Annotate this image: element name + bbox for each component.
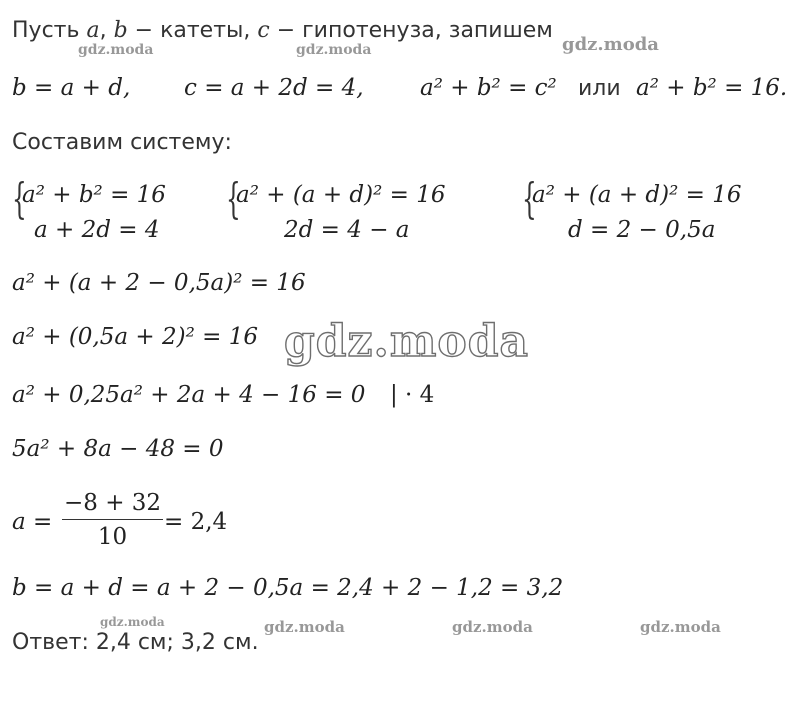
brace-icon: { (226, 174, 241, 223)
system-2-row1: a² + (a + d)² = 16 (236, 182, 446, 208)
watermark-logo: gdz.moda (78, 42, 154, 58)
equation-5-fraction (62, 490, 163, 550)
watermark-logo-large: gdz.moda (284, 316, 530, 367)
equation-6: b = a + d = a + 2 − 0,5a = 2,4 + 2 − 1,2 = 3,2 (12, 575, 564, 601)
system-1-row2: a + 2d = 4 (34, 217, 160, 243)
watermark-logo: gdz.moda (296, 42, 372, 58)
rel-c: c = a + 2d = 4, (184, 75, 364, 101)
comma: , (99, 18, 114, 43)
fraction-denominator: 10 (97, 524, 128, 550)
intro-hyp: − гипотенуза, запишем (269, 18, 553, 43)
system-3-row1: a² + (a + d)² = 16 (532, 182, 742, 208)
intro-line (12, 20, 553, 42)
watermark-logo: gdz.moda (562, 34, 659, 55)
rel-sum16: a² + b² = 16. (636, 75, 788, 101)
brace-icon: { (522, 174, 537, 223)
equation-5-rhs: = 2,4 (164, 509, 228, 535)
equation-1: a² + (a + 2 − 0,5a)² = 16 (12, 270, 306, 296)
answer-line: Ответ: 2,4 см; 3,2 см. (12, 630, 259, 655)
rel-pythagoras: a² + b² = c² (420, 75, 557, 101)
watermark-logo: gdz.moda (264, 618, 345, 636)
var-a: a (86, 18, 100, 43)
system-2-row2: 2d = 4 − a (284, 217, 410, 243)
watermark-logo: gdz.moda (640, 618, 721, 636)
equation-5-lhs: a = (12, 509, 53, 535)
var-c: c (257, 18, 270, 43)
system-1-row1: a² + b² = 16 (22, 182, 166, 208)
fraction-numerator: −8 + 32 (62, 490, 163, 520)
equation-2: a² + (0,5a + 2)² = 16 (12, 324, 258, 350)
brace-icon: { (12, 174, 27, 223)
watermark-logo: gdz.moda (100, 615, 165, 629)
equation-3-multiplier: | · 4 (390, 382, 435, 408)
rel-b: b = a + d, (12, 75, 131, 101)
relations-line (12, 77, 130, 100)
equation-3: a² + 0,25a² + 2a + 4 − 16 = 0 (12, 382, 366, 408)
intro-legs: − катеты, (127, 18, 258, 43)
system-3-row2: d = 2 − 0,5a (568, 217, 716, 243)
watermark-logo: gdz.moda (452, 618, 533, 636)
compose-heading: Составим систему: (12, 130, 232, 155)
intro-prefix: Пусть (12, 18, 87, 43)
word-or: или (578, 76, 621, 101)
var-b: b (113, 18, 128, 43)
equation-4: 5a² + 8a − 48 = 0 (12, 436, 224, 462)
